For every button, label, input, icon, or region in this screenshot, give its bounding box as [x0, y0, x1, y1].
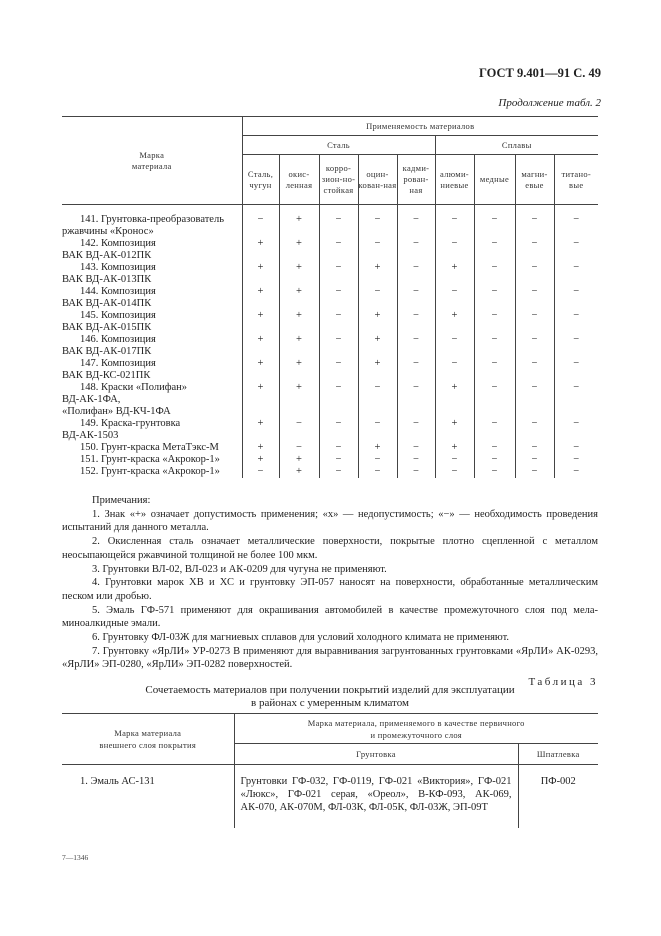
table-row: [62, 310, 598, 334]
applicability-cell: −: [397, 334, 435, 358]
applicability-cell: −: [397, 442, 435, 454]
table-row: [62, 765, 598, 829]
applicability-cell: −: [515, 334, 554, 358]
applicability-cell: +: [242, 382, 279, 418]
applicability-cell: −: [397, 262, 435, 286]
table-row: [62, 466, 598, 478]
applicability-cell: +: [242, 334, 279, 358]
applicability-cell: +: [358, 310, 397, 334]
table-row: [62, 334, 598, 358]
putty-material: ПФ-002: [518, 765, 598, 829]
materials-applicability-table: [62, 116, 598, 478]
applicability-cell: +: [358, 334, 397, 358]
applicability-cell: +: [279, 262, 319, 286]
applicability-cell: −: [358, 382, 397, 418]
applicability-cell: +: [279, 310, 319, 334]
applicability-cell: −: [474, 286, 515, 310]
applicability-cell: +: [279, 358, 319, 382]
table3-caption: Сочетаемость материалов при получении покрытий изделий для эксплуатации в районах с умеренным климатом: [145, 684, 515, 709]
subcolumn-header: оцин-кован-ная: [358, 155, 397, 205]
applicability-cell: +: [242, 262, 279, 286]
applicability-cell: +: [242, 310, 279, 334]
applicability-cell: −: [319, 442, 358, 454]
applicability-cell: −: [554, 238, 598, 262]
applicability-cell: −: [397, 418, 435, 442]
applicability-cell: −: [319, 454, 358, 466]
note-item: 3. Грунтовки ВЛ-02, ВЛ-023 и АК-0209 для чугуна не применяют.: [92, 563, 387, 575]
material-name: 147. Композиция ВАК ВД-КС-021ПК: [62, 358, 156, 381]
material-name: 143. Композиция ВАК ВД-АК-013ПК: [62, 262, 156, 285]
note-item: 1. Знак «+» означает допустимость применения; «х» — недопустимость; «−» — необходимость проведения испытаний для данного металла.: [62, 508, 598, 534]
applicability-cell: −: [358, 466, 397, 478]
applicability-cell: +: [435, 418, 474, 442]
material-name: 144. Композиция ВАК ВД-АК-014ПК: [62, 286, 156, 309]
applicability-cell: −: [515, 442, 554, 454]
applicability-cell: +: [435, 382, 474, 418]
page-footer-code: 7—1346: [62, 853, 89, 862]
applicability-cell: −: [319, 310, 358, 334]
applicability-cell: +: [435, 442, 474, 454]
subcolumn-header: Сталь, чугун: [242, 155, 279, 205]
applicability-cell: −: [474, 454, 515, 466]
applicability-cell: +: [358, 442, 397, 454]
applicability-cell: −: [554, 358, 598, 382]
materials-compatibility-table: [62, 713, 598, 828]
primer-list: Грунтовки ГФ-032, ГФ-0119, ГФ-021 «Виктория», ГФ-021 «Люкс», ГФ-021 серая, «Ореол», В-КФ-093, АК-069, АК-070, АК-070М, ФЛ-03К, ФЛ-05К, ФЛ-03Ж, ЭП-09Т: [234, 765, 518, 829]
material-name: 151. Грунт-краска «Акрокор-1»: [80, 454, 220, 465]
applicability-cell: −: [515, 286, 554, 310]
applicability-cell: +: [279, 238, 319, 262]
applicability-cell: −: [319, 334, 358, 358]
applicability-cell: −: [515, 418, 554, 442]
applicability-cell: +: [279, 466, 319, 478]
material-name: 141. Грунтовка-преобразователь ржавчины «Кронос»: [62, 214, 225, 237]
column-header-outer-layer: Марка материала внешнего слоя покрытия: [62, 714, 234, 765]
column-group-steel: Сталь: [242, 136, 435, 155]
applicability-cell: −: [319, 205, 358, 239]
subcolumn-header: медные: [474, 155, 515, 205]
applicability-cell: +: [242, 454, 279, 466]
applicability-cell: −: [554, 310, 598, 334]
table3-label: Таблица 3: [528, 676, 598, 688]
applicability-cell: −: [319, 466, 358, 478]
applicability-cell: −: [397, 382, 435, 418]
applicability-cell: −: [397, 238, 435, 262]
subcolumn-header: магни-евые: [515, 155, 554, 205]
table-row: [62, 238, 598, 262]
applicability-cell: −: [554, 286, 598, 310]
note-item: 2. Окисленная сталь означает металлические поверхности, покрытые плотно сцепленной с металлом неосыпающейся ржавчиной толщиной не более 100 мкм.: [62, 536, 598, 561]
column-header-marka: Марка материала: [62, 117, 242, 205]
table-row: [62, 358, 598, 382]
applicability-cell: −: [474, 358, 515, 382]
applicability-cell: −: [474, 418, 515, 442]
applicability-cell: −: [279, 418, 319, 442]
applicability-cell: −: [474, 238, 515, 262]
applicability-cell: −: [397, 454, 435, 466]
applicability-cell: −: [515, 466, 554, 478]
applicability-cell: +: [358, 358, 397, 382]
applicability-cell: −: [554, 466, 598, 478]
page-header: ГОСТ 9.401—91 С. 49: [478, 66, 601, 80]
column-header-applicability: Применяемость материалов: [242, 117, 598, 136]
applicability-cell: −: [319, 286, 358, 310]
column-group-alloys: Сплавы: [435, 136, 598, 155]
note-item: 4. Грунтовки марок ХВ и ХС и грунтовку ЭП-057 наносят на поверхности, обработанные металлическим песком или дробью.: [62, 577, 598, 602]
applicability-cell: +: [358, 262, 397, 286]
table-row: [62, 418, 598, 442]
subcolumn-header: кадми-рован-ная: [397, 155, 435, 205]
subcolumn-header: корро-зион-но-стойкая: [319, 155, 358, 205]
applicability-cell: −: [474, 310, 515, 334]
outer-layer-material: 1. Эмаль АС-131: [80, 776, 155, 787]
applicability-cell: +: [279, 334, 319, 358]
applicability-cell: −: [515, 382, 554, 418]
applicability-cell: −: [358, 286, 397, 310]
material-name: 142. Композиция ВАК ВД-АК-012ПК: [62, 238, 156, 261]
column-header-putty: Шпатлевка: [518, 744, 598, 765]
applicability-cell: −: [515, 310, 554, 334]
applicability-cell: −: [242, 205, 279, 239]
applicability-cell: −: [358, 238, 397, 262]
applicability-cell: −: [515, 454, 554, 466]
note-item: 5. Эмаль ГФ-571 применяют для окрашивания автомобилей в качестве промежуточного слоя под мела-миноалкидные эмали.: [62, 604, 598, 630]
applicability-cell: −: [474, 334, 515, 358]
notes-section: [62, 494, 598, 672]
material-name: 146. Композиция ВАК ВД-АК-017ПК: [62, 334, 156, 357]
applicability-cell: −: [242, 466, 279, 478]
applicability-cell: −: [319, 358, 358, 382]
applicability-cell: −: [515, 205, 554, 239]
column-header-primary-layer: Марка материала, применяемого в качестве первичного и промежуточного слоя: [234, 714, 598, 744]
applicability-cell: +: [435, 310, 474, 334]
table-row: [62, 454, 598, 466]
applicability-cell: −: [474, 262, 515, 286]
applicability-cell: −: [319, 262, 358, 286]
table-row: [62, 205, 598, 239]
applicability-cell: −: [474, 442, 515, 454]
applicability-cell: +: [242, 286, 279, 310]
applicability-cell: −: [554, 334, 598, 358]
applicability-cell: −: [554, 418, 598, 442]
applicability-cell: −: [319, 238, 358, 262]
applicability-cell: −: [554, 205, 598, 239]
subcolumn-header: алюми-ниевые: [435, 155, 474, 205]
notes-title: Примечания:: [92, 495, 151, 506]
material-name: 150. Грунт-краска МетаТэкс-М: [80, 442, 219, 453]
applicability-cell: −: [435, 286, 474, 310]
note-item: 6. Грунтовку ФЛ-03Ж для магниевых сплавов для условий холодного климата не применяют.: [92, 632, 510, 644]
column-header-primer: Грунтовка: [234, 744, 518, 765]
applicability-cell: +: [435, 262, 474, 286]
applicability-cell: −: [319, 382, 358, 418]
table-row: [62, 442, 598, 454]
applicability-cell: +: [279, 286, 319, 310]
applicability-cell: −: [554, 454, 598, 466]
material-name: 152. Грунт-краска «Акрокор-1»: [80, 466, 220, 477]
material-name: 148. Краски «Полифан» ВД-АК-1ФА, «Полифан» ВД-КЧ-1ФА: [62, 382, 188, 417]
table-row: [62, 382, 598, 418]
applicability-cell: −: [279, 442, 319, 454]
applicability-cell: −: [474, 205, 515, 239]
applicability-cell: −: [554, 382, 598, 418]
applicability-cell: −: [554, 442, 598, 454]
applicability-cell: −: [358, 418, 397, 442]
applicability-cell: −: [397, 205, 435, 239]
note-item: 7. Грунтовку «ЯрЛИ» УР-0273 В применяют для выравнивания загрунтованных грунтовками «ЯрЛИ» АК-0293, «ЯрЛИ» ЭП-0280, «ЯрЛИ» ЭП-0282 поверхностей.: [62, 645, 598, 671]
applicability-cell: −: [435, 466, 474, 478]
table-row: [62, 286, 598, 310]
applicability-cell: +: [279, 454, 319, 466]
applicability-cell: −: [319, 418, 358, 442]
applicability-cell: −: [358, 454, 397, 466]
material-name: 145. Композиция ВАК ВД-АК-015ПК: [62, 310, 156, 333]
applicability-cell: +: [242, 358, 279, 382]
applicability-cell: −: [397, 358, 435, 382]
applicability-cell: −: [435, 238, 474, 262]
applicability-cell: −: [435, 205, 474, 239]
material-name: 149. Краска-грунтовка ВД-АК-1503: [62, 418, 181, 441]
subcolumn-header: титано-вые: [554, 155, 598, 205]
applicability-cell: −: [397, 466, 435, 478]
applicability-cell: −: [435, 454, 474, 466]
applicability-cell: +: [279, 382, 319, 418]
table-row: [62, 262, 598, 286]
applicability-cell: −: [515, 238, 554, 262]
subcolumn-header: окис-ленная: [279, 155, 319, 205]
applicability-cell: −: [474, 382, 515, 418]
applicability-cell: −: [515, 358, 554, 382]
applicability-cell: +: [242, 442, 279, 454]
applicability-cell: +: [242, 238, 279, 262]
applicability-cell: −: [397, 286, 435, 310]
applicability-cell: −: [397, 310, 435, 334]
applicability-cell: −: [358, 205, 397, 239]
applicability-cell: +: [279, 205, 319, 239]
applicability-cell: −: [474, 466, 515, 478]
applicability-cell: −: [435, 334, 474, 358]
applicability-cell: −: [515, 262, 554, 286]
applicability-cell: +: [242, 418, 279, 442]
applicability-cell: −: [554, 262, 598, 286]
applicability-cell: −: [435, 358, 474, 382]
table-continuation-label: Продолжение табл. 2: [498, 97, 601, 109]
